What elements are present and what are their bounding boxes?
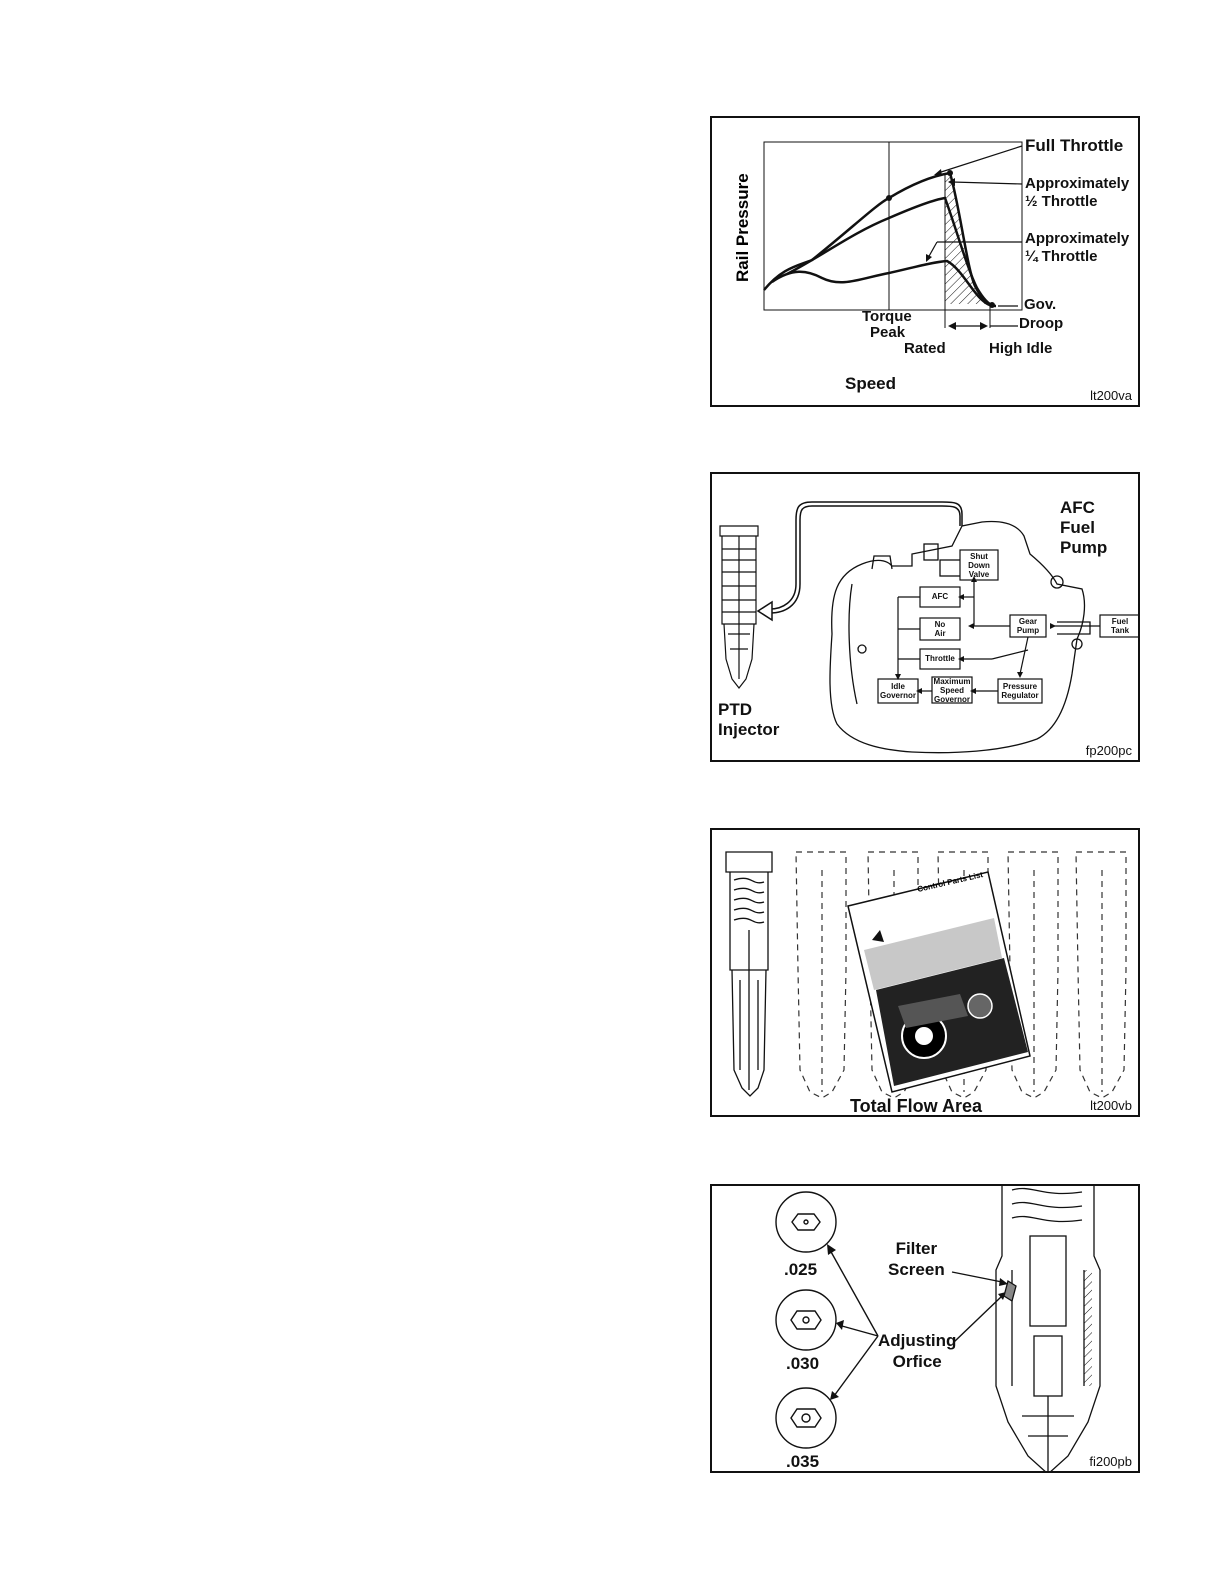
rated-point <box>947 170 953 176</box>
box-gear-line-1: Gear <box>1018 617 1038 626</box>
box-shutdown-line-2: Down <box>968 561 990 570</box>
box-afc: AFC <box>931 592 949 601</box>
injector-solid-drawing <box>726 852 772 1096</box>
box-shutdown-line-3: Valve <box>968 570 990 579</box>
torque-peak-point <box>886 195 892 201</box>
pump-title <box>1060 498 1107 558</box>
box-throttle: Throttle <box>925 654 955 663</box>
size-030: .030 <box>786 1354 820 1373</box>
box-pressure-line-1: Pressure <box>1002 682 1038 691</box>
figure-code: fp200pc <box>1085 743 1132 758</box>
high-idle-point <box>989 302 995 308</box>
box-no-air-line-1: No <box>934 620 946 629</box>
filter-screen-label <box>888 1238 945 1280</box>
pump-title-line-1: AFC <box>1060 498 1095 517</box>
book-title: Control Parts List <box>916 870 984 894</box>
injectors-diagram <box>712 830 1140 1117</box>
box-gear-line-2: Pump <box>1016 626 1040 635</box>
box-shutdown-valve <box>960 552 998 579</box>
total-flow-area-caption: Total Flow Area <box>850 1096 983 1116</box>
legend-quarter-throttle: ¼ Throttle <box>1025 248 1098 265</box>
label-torque: Torque <box>862 308 912 325</box>
figure-adjusting-orifice <box>710 1184 1140 1473</box>
size-025: .025 <box>784 1260 818 1279</box>
label-high-idle: High Idle <box>989 340 1053 357</box>
x-axis-label: Speed <box>845 374 897 393</box>
adjusting-orifice-line-1: Adjusting <box>878 1331 957 1350</box>
figure-rail-pressure <box>710 116 1140 407</box>
box-max-line-1: Maximum <box>933 677 971 686</box>
figure-total-flow-area <box>710 828 1140 1117</box>
box-shutdown-line-1: Shut <box>970 552 988 561</box>
ptd-injector-drawing <box>720 526 758 688</box>
filter-screen-line-2: Screen <box>888 1260 945 1279</box>
label-peak: Peak <box>870 324 906 341</box>
box-fuel-tank <box>1100 617 1140 635</box>
size-035: .035 <box>786 1452 820 1471</box>
pump-title-line-2: Fuel <box>1060 518 1095 537</box>
box-fuel-tank-line-1: Fuel <box>1111 617 1129 626</box>
legend-quarter-approx: Approximately <box>1025 230 1130 247</box>
box-pressure-line-2: Regulator <box>1001 691 1039 700</box>
box-max-line-3: Governor <box>933 695 970 704</box>
injector-label <box>718 700 779 740</box>
adjusting-orifice-label <box>878 1330 956 1372</box>
label-gov: Gov. <box>1024 296 1057 313</box>
box-no-air-line-2: Air <box>934 629 946 638</box>
y-axis-label: Rail Pressure <box>733 173 752 282</box>
legend-half-throttle: ½ Throttle <box>1025 193 1098 210</box>
control-parts-list-book <box>848 872 1030 1092</box>
legend-full-throttle: Full Throttle <box>1025 136 1124 155</box>
label-rated: Rated <box>904 340 946 357</box>
figure-code: lt200vb <box>1090 1098 1132 1113</box>
box-no-air <box>920 620 960 638</box>
box-max-speed-governor <box>932 677 972 704</box>
box-gear-pump <box>1010 617 1046 635</box>
droop-hatch <box>945 176 990 304</box>
figure-code: lt200va <box>1090 388 1132 403</box>
box-max-line-2: Speed <box>939 686 964 695</box>
legend-half-approx: Approximately <box>1025 175 1130 192</box>
box-fuel-tank-line-2: Tank <box>1110 626 1130 635</box>
label-droop: Droop <box>1019 315 1064 332</box>
adjusting-orifice-line-2: Orfice <box>892 1352 942 1371</box>
injector-label-line-1: PTD <box>718 700 752 719</box>
pump-title-line-3: Pump <box>1060 538 1108 557</box>
box-pressure-regulator <box>998 682 1042 700</box>
box-idle-governor <box>878 682 918 700</box>
injector-label-line-2: Injector <box>718 720 780 739</box>
figure-afc-fuel-pump <box>710 472 1140 762</box>
plot-frame <box>764 142 1022 310</box>
box-idle-line-2: Governor <box>879 691 916 700</box>
figure-code: fi200pb <box>1089 1454 1132 1469</box>
orifice-plugs <box>776 1192 836 1448</box>
box-idle-line-1: Idle <box>891 682 905 691</box>
filter-screen-line-1: Filter <box>895 1239 938 1258</box>
